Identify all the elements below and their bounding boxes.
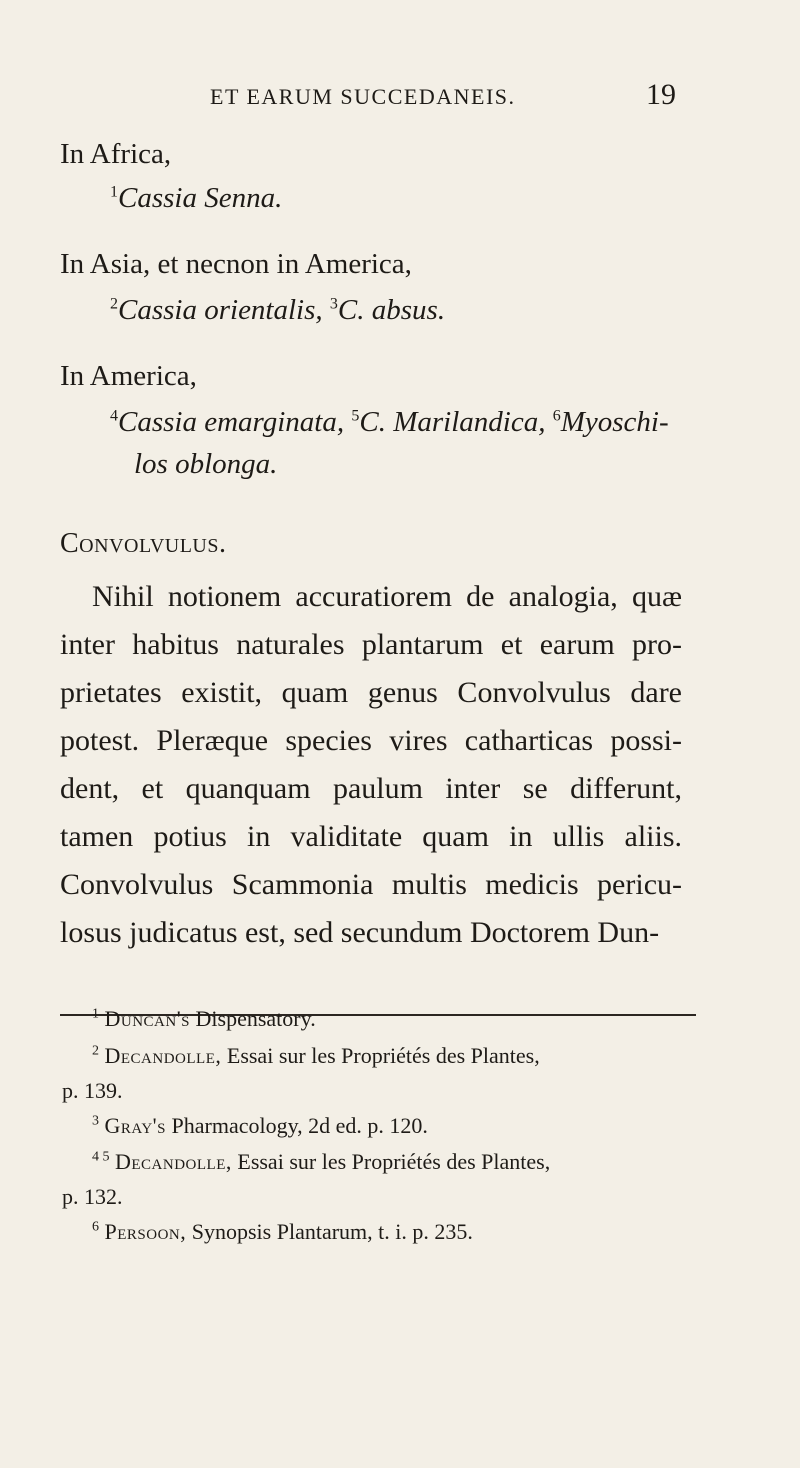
- body-line-6: tamen potius in validitate quam in ullis aliis.: [60, 820, 682, 853]
- footnote-6: $^6$ Persoon, Synopsis Plantarum, t. i. p. 235.: [92, 1219, 473, 1244]
- footnote-4-5-continued: p. 132.: [62, 1184, 123, 1209]
- heading-america: In America,: [60, 360, 197, 392]
- species-america-line1: $^4$Cassia emarginata, $^5$C. Marilandica, $^6$Myoschi-: [110, 406, 669, 438]
- body-line-8: losus judicatus est, sed secundum Doctorem Dun-: [60, 916, 660, 949]
- body-line-1: Nihil notionem accuratiorem de analogia, quæ: [92, 580, 682, 613]
- running-title: ET EARUM SUCCEDANEIS.: [210, 84, 516, 109]
- body-line-5: dent, et quanquam paulum inter se differunt,: [60, 772, 682, 805]
- footnote-ref-1: 1: [110, 183, 118, 201]
- footnote-2: $^2$ Decandolle, Essai sur les Propriétés des Plantes,: [92, 1043, 540, 1068]
- section-title-convolvulus: Convolvulus.: [60, 528, 227, 559]
- heading-asia: In Asia, et necnon in America,: [60, 248, 412, 280]
- page-number: 19: [646, 78, 676, 111]
- footnote-ref-6: 6: [552, 407, 561, 425]
- footnote-ref-2: 2: [110, 295, 118, 313]
- body-line-3: prietates existit, quam genus Convolvulus dare: [60, 676, 682, 709]
- species-cassia-senna: $^1$Cassia Senna.: [110, 182, 283, 214]
- footnote-3: $^3$ Gray's Pharmacology, 2d ed. p. 120.: [92, 1113, 428, 1138]
- heading-africa: In Africa,: [60, 138, 172, 170]
- footnote-ref-5: 5: [351, 407, 360, 425]
- body-line-2: inter habitus naturales plantarum et earum pro-: [60, 628, 682, 661]
- footnote-4-5: $^{4 5}$ Decandolle, Essai sur les Propriétés des Plantes,: [92, 1149, 551, 1174]
- footnote-2-continued: p. 139.: [62, 1078, 123, 1103]
- body-line-7: Convolvulus Scammonia multis medicis pericu-: [60, 868, 682, 901]
- footnote-1: $^1$ Duncan's Dispensatory.: [92, 1006, 316, 1031]
- footnote-ref-3: 3: [329, 295, 338, 313]
- body-line-4: potest. Pleræque species vires catharticas possi-: [60, 724, 682, 757]
- species-america-line2: los oblonga.: [134, 448, 278, 480]
- footnote-ref-4: 4: [110, 407, 118, 425]
- species-asia: $^2$Cassia orientalis, $^3$C. absus.: [110, 294, 446, 326]
